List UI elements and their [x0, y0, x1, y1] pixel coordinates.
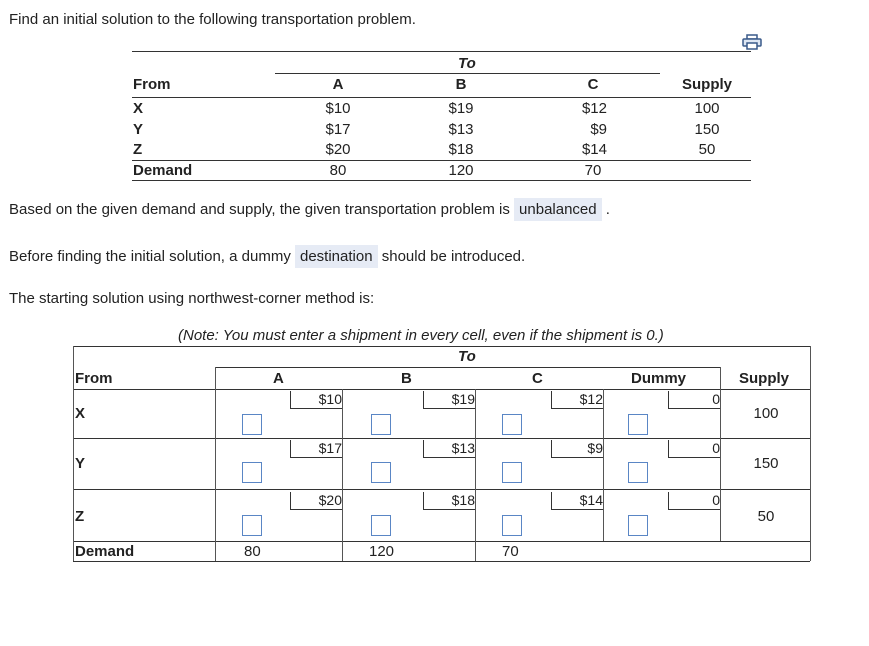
given-cost-cell: $10: [325, 100, 351, 117]
supply-cell: 150: [753, 455, 779, 472]
cost-cell: $9: [551, 440, 603, 458]
cost-cell: 0: [668, 391, 720, 409]
solution-col-header: B: [401, 370, 412, 387]
solution-col-header: Dummy: [631, 370, 687, 387]
cost-cell: $19: [423, 391, 475, 409]
balance-statement: [9, 201, 610, 218]
shipment-input[interactable]: [371, 414, 391, 435]
shipment-input[interactable]: [628, 414, 648, 435]
given-demand-cell: 80: [329, 162, 347, 179]
solution-row-label: Y: [75, 455, 86, 472]
shipment-input[interactable]: [242, 414, 262, 435]
given-cost-cell: $18: [448, 141, 474, 158]
supply-cell: 50: [757, 508, 775, 525]
cost-cell: $17: [290, 440, 342, 458]
print-icon[interactable]: [742, 34, 762, 50]
cost-cell: $10: [290, 391, 342, 409]
given-row-label: Z: [133, 141, 143, 158]
demand-cell: 70: [502, 543, 519, 560]
cost-cell: $12: [551, 391, 603, 409]
solution-demand-label: Demand: [75, 543, 135, 560]
dummy-statement-prefix: Before finding the initial solution, a dummy: [9, 248, 291, 265]
given-cost-cell: $17: [325, 121, 351, 138]
cost-cell: $14: [551, 492, 603, 510]
shipment-input[interactable]: [242, 462, 262, 483]
given-to-label: To: [458, 55, 476, 72]
cost-cell: $13: [423, 440, 475, 458]
shipment-input[interactable]: [371, 515, 391, 536]
note-text: (Note: You must enter a shipment in every cell, even if the shipment is 0.): [178, 327, 664, 344]
given-col-header: B: [455, 76, 467, 93]
given-supply-header: Supply: [681, 76, 732, 93]
given-supply-cell: 50: [698, 141, 716, 158]
dummy-statement-suffix: should be introduced.: [381, 248, 526, 265]
demand-cell: 80: [244, 543, 261, 560]
cost-cell: $18: [423, 492, 475, 510]
demand-cell: 120: [369, 543, 395, 560]
question-prompt: Find an initial solution to the following transportation problem.: [9, 11, 416, 28]
solution-col-header: C: [532, 370, 543, 387]
given-demand-cell: 70: [584, 162, 602, 179]
given-col-header: A: [332, 76, 344, 93]
given-from-header: From: [133, 76, 171, 93]
shipment-input[interactable]: [371, 462, 391, 483]
given-cost-cell: $13: [448, 121, 474, 138]
given-demand-cell: 120: [448, 162, 474, 179]
shipment-input[interactable]: [242, 515, 262, 536]
shipment-input[interactable]: [502, 414, 522, 435]
balance-answer-dropdown[interactable]: unbalanced: [514, 198, 602, 221]
balance-statement-suffix: .: [605, 201, 610, 218]
cost-cell: 0: [668, 492, 720, 510]
given-cost-cell: $12: [581, 100, 607, 117]
solution-row-label: Z: [75, 508, 85, 525]
method-statement: The starting solution using northwest-corner method is:: [9, 290, 375, 307]
solution-from-header: From: [75, 370, 113, 387]
solution-to-label: To: [458, 348, 476, 365]
given-cost-cell: $9: [590, 121, 607, 138]
given-col-header: C: [587, 76, 599, 93]
dummy-statement: [9, 248, 525, 265]
solution-supply-header: Supply: [739, 370, 790, 387]
given-supply-cell: 100: [694, 100, 720, 117]
shipment-input[interactable]: [502, 515, 522, 536]
shipment-input[interactable]: [628, 462, 648, 483]
solution-row-label: X: [75, 405, 86, 422]
given-demand-label: Demand: [133, 162, 193, 179]
supply-cell: 100: [753, 405, 779, 422]
given-supply-cell: 150: [694, 121, 720, 138]
balance-statement-prefix: Based on the given demand and supply, the given transportation problem is: [9, 201, 510, 218]
given-cost-cell: $19: [448, 100, 474, 117]
cost-cell: 0: [668, 440, 720, 458]
given-cost-cell: $20: [325, 141, 351, 158]
given-row-label: X: [133, 100, 144, 117]
given-cost-cell: $14: [581, 141, 607, 158]
shipment-input[interactable]: [628, 515, 648, 536]
dummy-answer-dropdown[interactable]: destination: [295, 245, 378, 268]
cost-cell: $20: [290, 492, 342, 510]
solution-col-header: A: [273, 370, 284, 387]
shipment-input[interactable]: [502, 462, 522, 483]
given-row-label: Y: [133, 121, 144, 138]
